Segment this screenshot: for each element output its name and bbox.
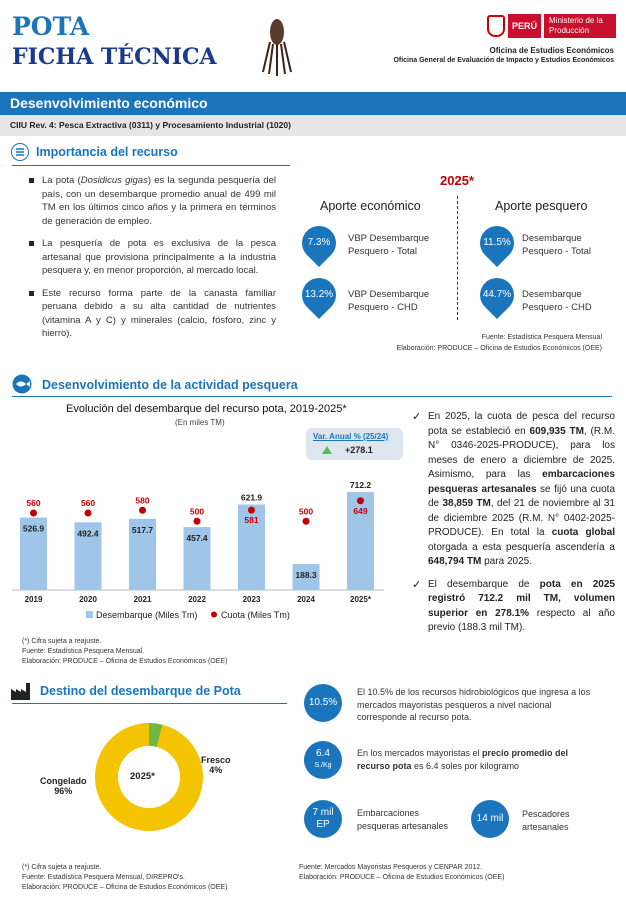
- source: Fuente: Estadística Pesquera Mensual.: [22, 648, 145, 655]
- bar-value-label: 712.2: [349, 480, 372, 491]
- list-item: Este recurso forma parte de la canasta familiar peruana debido a su alta cantidad de nutrientes (vitamina A y C) y minerales (calcio, fósforo, zinc y hierro).: [26, 287, 276, 341]
- fresco-label: Fresco 4%: [201, 755, 231, 775]
- list-item: ✓ En 2025, la cuota de pesca del recurso pota se estableció en 609,935 TM, (R.M. N° 0346-2025-PRODUCE), para los meses de enero a diciembre de 2025. Asimismo, para las embarcaciones pesqueras artesanales se fijó una cuota de 38,859 TM, del 21 de noviembre al 31 de diciembre 2025 (R.M. N° 0402-2025-PRODUCE). En total la cuota global otorgada a esta pesquería ascendería a 648,794 TM para 2025.: [412, 410, 615, 570]
- divider: [12, 165, 290, 166]
- stat-text: Pescadores artesanales: [522, 809, 570, 832]
- bar-value-label: 457.4: [186, 533, 208, 544]
- title-pota: POTA: [12, 12, 90, 41]
- congelado-label: Congelado 96%: [40, 776, 87, 796]
- cuota-point: [303, 518, 310, 525]
- importancia-title: Importancia del recurso: [36, 145, 178, 159]
- list-item: La pota (Dosidicus gigas) es la segunda pesquería del país, con un desembarque promedio anual de 499 mil TM en los últimos cinco años y la primera en términos de generación de empleo.: [26, 174, 276, 228]
- x-tick-label: 2022: [188, 595, 206, 604]
- logo-ministry: Ministerio de la Producción: [544, 14, 616, 38]
- source: Fuente: Mercados Mayoristas Pesqueros y CENPAR 2012.: [299, 864, 483, 871]
- actividad-text: [412, 410, 615, 644]
- title-ficha: FICHA TÉCNICA: [12, 44, 217, 70]
- cuota-value-label: 560: [26, 498, 41, 508]
- metric-label: VBP Desembarque Pesquero - Total: [348, 233, 430, 257]
- cuota-value-label: 560: [80, 498, 96, 508]
- chart-title: Evolución del desembarque del recurso pota, 2019-2025*: [66, 403, 347, 415]
- band-title: Desenvolvimiento económico: [10, 95, 208, 111]
- cuota-point: [194, 518, 201, 525]
- cuota-point: [85, 510, 92, 517]
- list-item: ✓ El desembarque de pota en 2025 registró 712.2 mil TM, volumen superior en 278.1% respecto al año previo (188.3 mil TM).: [412, 578, 615, 636]
- fresco-value: 4%: [209, 765, 223, 775]
- aporte-pesquero-title: Aporte pesquero: [495, 199, 588, 213]
- note: (*) Cifra sujeta a reajuste.: [22, 638, 102, 645]
- cuota-value-label: 649: [353, 505, 368, 516]
- ciiu-text: CIIU Rev. 4: Pesca Extractiva (0311) y Procesamiento Industrial (1020): [10, 120, 291, 130]
- office-name: Oficina de Estudios Económicos: [489, 46, 614, 55]
- office-general: Oficina General de Evaluación de Impacto y Estudios Económicos: [393, 57, 614, 64]
- cuota-point: [139, 507, 146, 514]
- produce-logo: [487, 14, 616, 38]
- source: Elaboración: PRODUCE – Oficina de Estudios Económicos (OEE): [22, 658, 228, 665]
- stat-text: Embarcaciones pesqueras artesanales: [357, 808, 449, 831]
- x-tick-label: 2020: [79, 595, 97, 604]
- bar-value-label: 621.9: [240, 492, 263, 503]
- donut-center: 2025*: [130, 771, 155, 782]
- actividad-title: Desenvolvimiento de la actividad pesquera: [42, 378, 298, 392]
- cuota-point: [248, 507, 255, 514]
- logo-country: PERÚ: [508, 14, 541, 38]
- bar-value-label: 188.3: [295, 570, 317, 581]
- cuota-value-label: 580: [135, 495, 150, 506]
- destino-title: Destino del desembarque de Pota: [40, 684, 241, 698]
- stat-circle: 10.5%: [304, 684, 342, 722]
- bar-value-label: 526.9: [22, 523, 45, 534]
- bar-value-label: 492.4: [77, 528, 99, 539]
- x-tick-label: 2024: [297, 595, 315, 604]
- divider: [457, 196, 458, 320]
- x-tick-label: 2025*: [350, 595, 371, 604]
- metric-pin: 13.2%: [302, 278, 336, 312]
- legend-swatch: [211, 612, 217, 618]
- legend-label: Cuota (Miles Tm): [221, 610, 290, 620]
- source: Fuente: Estadística Pesquera Mensual: [481, 334, 602, 341]
- stat-text: En los mercados mayoristas el precio promedio del recurso pota es 6.4 soles por kilogramo: [357, 748, 569, 771]
- congelado-value: 96%: [54, 786, 73, 796]
- aporte-year: 2025*: [440, 173, 474, 188]
- metric-label: Desembarque Pesquero - Total: [522, 233, 592, 257]
- metric-label: VBP Desembarque Pesquero - CHD: [348, 289, 430, 313]
- metric-label: Desembarque Pesquero - CHD: [522, 289, 592, 313]
- var-value: +278.1: [345, 445, 373, 455]
- cuota-value-label: 500: [298, 506, 314, 517]
- fish-icon: [10, 374, 34, 394]
- cuota-value-label: 500: [189, 506, 205, 517]
- stat-circle: 6.4 S./Kg: [304, 741, 342, 779]
- cuota-point: [357, 497, 364, 504]
- factory-icon: [10, 681, 32, 701]
- divider: [12, 396, 612, 397]
- var-label: Var. Anual % (25/24): [313, 432, 389, 441]
- legend-swatch: [86, 611, 93, 618]
- coat-of-arms-icon: [487, 15, 505, 37]
- legend-label: Desembarque (Miles Tm): [96, 610, 198, 620]
- up-arrow-icon: [322, 446, 332, 454]
- list-item: La pesquería de pota es exclusiva de la pesca artesanal que provisiona principalmente a la industria pesquera y, en menor proporción, al mercado local.: [26, 237, 276, 278]
- bar-chart: [6, 470, 390, 630]
- divider: [12, 703, 287, 704]
- stat-circle: 7 mil EP: [304, 800, 342, 838]
- cuota-point: [30, 510, 37, 517]
- note: (*) Cifra sujeta a reajuste.: [22, 864, 102, 871]
- chart-subtitle: (En miles TM): [175, 418, 225, 427]
- source: Elaboración: PRODUCE – Oficina de Estudios Económicos (OEE): [22, 884, 228, 891]
- metric-pin: 7.3%: [302, 226, 336, 260]
- source: Elaboración: PRODUCE – Oficina de Estudios Económicos (OEE): [299, 874, 505, 881]
- source: Elaboración: PRODUCE – Oficina de Estudios Económicos (OEE): [396, 345, 602, 352]
- metric-pin: 44.7%: [480, 278, 514, 312]
- source: Fuente: Estadística Pesquera Mensual, DIREPRO's.: [22, 874, 185, 881]
- importancia-list: [26, 174, 276, 350]
- bar-value-label: 517.7: [131, 524, 154, 535]
- squid-illustration: [255, 14, 299, 76]
- list-icon: [11, 143, 29, 161]
- stat-text: El 10.5% de los recursos hidrobiológicos que ingresa a los mercados mayoristas pesqueros a nivel nacional corresponde al recurso pota.: [357, 687, 591, 722]
- stat-circle: 14 mil: [471, 800, 509, 838]
- aporte-economico-title: Aporte económico: [320, 199, 421, 213]
- x-tick-label: 2021: [133, 595, 152, 604]
- metric-pin: 11.5%: [480, 226, 514, 260]
- x-tick-label: 2019: [24, 595, 43, 604]
- x-tick-label: 2023: [242, 595, 261, 604]
- cuota-value-label: 581: [244, 515, 259, 526]
